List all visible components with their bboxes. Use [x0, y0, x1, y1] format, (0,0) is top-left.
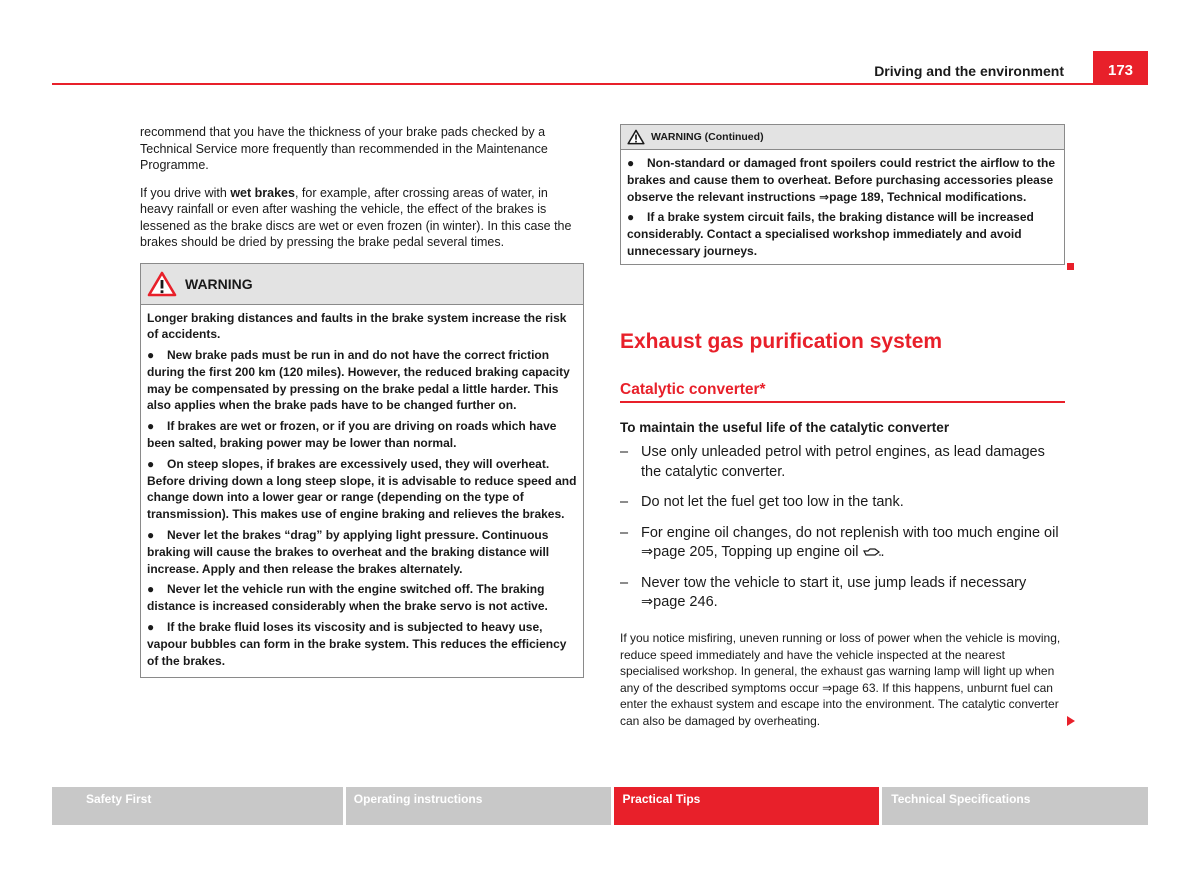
list-item: – Do not let the fuel get too low in the tank. — [620, 494, 904, 510]
warning-box — [140, 263, 584, 679]
symptoms-paragraph: If you notice misfiring, uneven running or loss of power when the vehicle is moving, reduce speed immediately and have the vehicle inspected at the nearest specialised workshop. In general, the exhaust gas warning lamp will light up when any of the described symptoms occur ⇒page 63. If this happens, unburnt fuel can enter the exhaust system and escape into the environment. The catalytic converter can also be damaged by overheating. — [620, 631, 1061, 728]
oil-can-icon — [863, 547, 881, 557]
page-number: 173 — [1093, 51, 1148, 85]
end-of-section-marker — [1067, 263, 1074, 270]
tab-practical-tips[interactable]: Practical Tips — [614, 787, 880, 825]
warning-intro: Longer braking distances and faults in the brake system increase the risk of accidents. — [147, 310, 567, 342]
warning-continued-header — [621, 125, 1064, 150]
list-item: – For engine oil changes, do not replenish with too much engine oil ⇒page 205, Topping up engine oil . — [620, 524, 1059, 560]
warning-item: ● Never let the vehicle run with the engine switched off. The braking distance is increased considerably when the brake servo is not active. — [147, 582, 548, 614]
warning-item: ● On steep slopes, if brakes are excessively used, they will overheat. Before driving down a long steep slope, it is advisable to reduce speed and change down into a lower gear or range (depending on the type of transmission). This makes use of engine braking and relieves the brakes. — [147, 456, 577, 522]
warning-continued-box — [620, 124, 1065, 265]
wet-brakes-paragraph: If you drive with wet brakes, for example, after crossing areas of water, in heavy rainfall or even after washing the vehicle, the effect of the brakes is lessened as the brake discs are wet or even frozen (in winter). In this case the brakes should be dried by pressing the brake pedal several times. — [140, 185, 572, 249]
warning-body — [141, 305, 583, 678]
right-column — [620, 124, 1065, 744]
warning-item: ● If the brake fluid loses its viscosity and is subjected to heavy use, vapour bubbles can form in the brake system. This reduces the efficiency of the brakes. — [147, 620, 567, 668]
task-heading: To maintain the useful life of the catalytic converter — [620, 420, 950, 435]
footer-nav — [52, 787, 1148, 825]
warning-label: WARNING — [185, 275, 253, 292]
subsection-rule — [620, 401, 1065, 403]
warning-item: ● If brakes are wet or frozen, or if you are driving on roads which have been salted, braking power may be lower than normal. — [147, 419, 557, 451]
warning-triangle-icon — [627, 129, 645, 145]
warning-item: ● New brake pads must be run in and do not have the correct friction during the first 200 km (120 miles). However, the reduced braking capacity may be compensated by pressing on the brake pedal a little harder. This also applies when the brake pads have to be changed further on. — [147, 348, 570, 413]
list-item: – Use only unleaded petrol with petrol engines, as lead damages the catalytic converter. — [620, 444, 1045, 480]
list-item: – Never tow the vehicle to start it, use jump leads if necessary ⇒page 246. — [620, 574, 1027, 610]
tab-technical-specifications[interactable]: Technical Specifications — [882, 787, 1148, 825]
warning-item: ● If a brake system circuit fails, the braking distance will be increased considerably. Contact a specialised workshop immediately and avoid unnecessary journeys. — [627, 210, 1034, 258]
warning-continued-body — [621, 150, 1064, 264]
warning-item: ● Never let the brakes “drag” by applying light pressure. Continuous braking will cause the brakes to overheat and the braking distance will increase. Apply and then release the brakes alternately. — [147, 528, 550, 576]
maintenance-list — [620, 443, 1065, 624]
header-title: Driving and the environment — [874, 63, 1064, 79]
section-title: Exhaust gas purification system — [620, 330, 943, 353]
subsection-title: Catalytic converter* — [620, 381, 766, 398]
warning-item: ● Non-standard or damaged front spoilers could restrict the airflow to the brakes and cause them to overheat. Before purchasing accessories please observe the relevant instructions ⇒page 189, Technical modifications. — [627, 156, 1056, 204]
intro-paragraph: recommend that you have the thickness of your brake pads checked by a Technical Service more frequently than recommended in the Maintenance Programme. — [140, 125, 548, 172]
warning-continued-label: WARNING (Continued) — [651, 131, 764, 143]
tab-operating-instructions[interactable]: Operating instructions — [346, 787, 611, 825]
left-column — [140, 124, 584, 678]
header-rule — [52, 83, 1148, 85]
continue-arrow-icon — [1067, 716, 1075, 726]
warning-triangle-icon — [147, 271, 177, 297]
warning-header — [141, 264, 583, 305]
tab-safety-first[interactable]: Safety First — [52, 787, 343, 825]
